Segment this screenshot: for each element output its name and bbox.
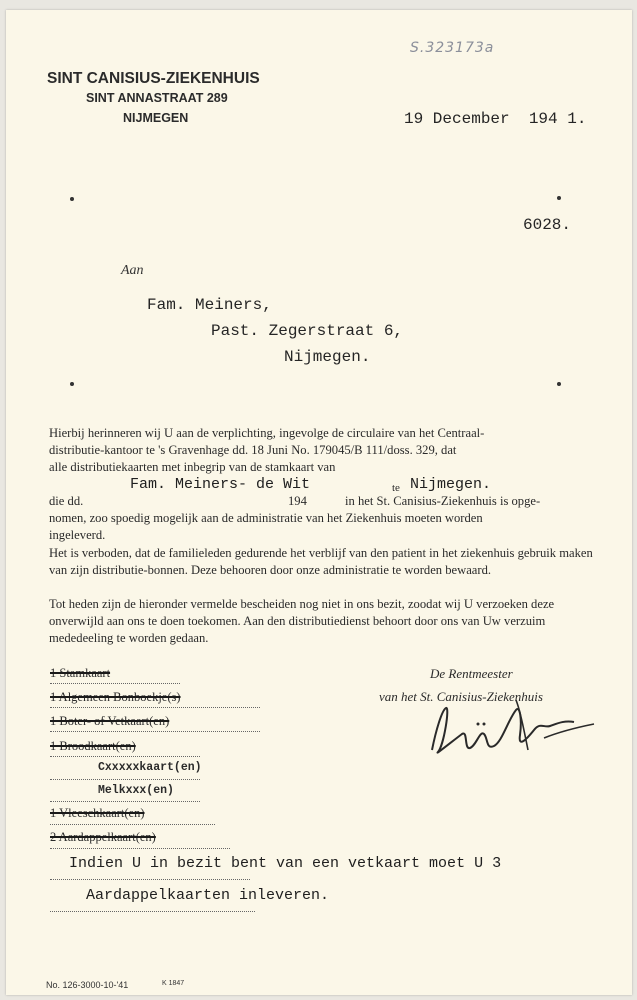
dotted-line <box>50 878 250 880</box>
patient-city: Nijmegen. <box>410 476 492 493</box>
paragraph-request: Tot heden zijn de hieronder vermelde bescheiden nog niet in ons bezit, zoodat wij U verzoeken deze onverwijld aan ons te doen toekomen. Aan den distributiedienst behoort door ons van Uw verzuim mededeeling te worden gedaan. <box>49 597 555 645</box>
letter-page <box>6 10 632 995</box>
recipient-city: Nijmegen. <box>284 348 371 366</box>
body-line: nomen, zoo spoedig mogelijk aan de administratie van het Ziekenhuis moeten worden <box>49 511 483 525</box>
print-code: K 1847 <box>162 980 185 987</box>
te-label: te <box>392 482 400 494</box>
archive-note: S.323173a <box>410 40 495 56</box>
dotted-line <box>50 706 260 708</box>
dotted-line <box>50 910 255 912</box>
body-line: alle distributiekaarten met inbegrip van de stamkaart van <box>49 460 336 474</box>
patient-name: Fam. Meiners- de Wit <box>130 476 311 493</box>
punch-dot <box>557 196 561 200</box>
punch-dot <box>70 382 74 386</box>
dotted-line <box>50 847 230 849</box>
signature-org: van het St. Canisius-Ziekenhuis <box>379 689 543 704</box>
typed-note-line1: Indien U in bezit bent van een vetkaart moet U 3 <box>69 855 502 872</box>
body-line: Hierbij herinneren wij U aan de verplichting, ingevolge de circulaire van het Centraal- <box>49 426 485 440</box>
dotted-line <box>50 682 180 684</box>
body-line: distributie-kantoor te 's Gravenhage dd. 18 Juni No. 179045/B 111/doss. 329, dat <box>49 443 457 457</box>
year-prefix: 194 <box>288 494 307 508</box>
die-dd-label: die dd. <box>49 494 84 508</box>
org-street: SINT ANNASTRAAT 289 <box>86 91 228 105</box>
list-item-overtyped-2: Melkxxx(en) <box>98 784 174 797</box>
recipient-name: Fam. Meiners, <box>147 296 272 314</box>
recipient-street: Past. Zegerstraat 6, <box>211 322 404 340</box>
list-item-stamkaart: 1 Stamkaart <box>50 666 111 680</box>
dotted-line <box>50 823 215 825</box>
dotted-line <box>50 730 260 732</box>
list-item-overtyped-1: Cxxxxxkaart(en) <box>98 761 202 774</box>
punch-dot <box>557 382 561 386</box>
list-item-vetkaart: 1 Boter- of Vetkaart(en) <box>50 714 170 728</box>
list-item-aardappelkaart: 2 Aardappelkaart(en) <box>50 830 156 844</box>
body-line: in het St. Canisius-Ziekenhuis is opge- <box>345 494 541 508</box>
dotted-line <box>50 755 200 757</box>
list-item-vleeschkaart: 1 Vleeschkaart(en) <box>50 806 145 820</box>
letter-date: 19 December 194 1. <box>404 110 587 128</box>
salutation: Aan <box>121 263 144 278</box>
typed-note-line2: Aardappelkaarten inleveren. <box>86 887 330 904</box>
body-line: ingeleverd. <box>49 528 106 542</box>
dotted-line <box>50 800 200 802</box>
dotted-line <box>50 778 200 780</box>
punch-dot <box>70 197 74 201</box>
paragraph-prohibition: Het is verboden, dat de familieleden gedurende het verblijf van den patient in het ziekenhuis gebruik maken van zijn distributie-bonnen. Deze behooren door onze administratie te worden bewaard. <box>49 546 593 577</box>
signature-title: De Rentmeester <box>430 666 513 681</box>
form-number: No. 126-3000-10-'41 <box>46 980 129 990</box>
list-item-broodkaart: 1 Broodkaart(en) <box>50 739 136 753</box>
org-city: NIJMEGEN <box>123 111 189 125</box>
reference-number: 6028. <box>523 216 572 234</box>
handwritten-signature <box>424 690 604 770</box>
list-item-bonboekje: 1 Algemeen Bonboekje(s) <box>50 690 181 704</box>
org-name: SINT CANISIUS-ZIEKENHUIS <box>47 70 260 87</box>
